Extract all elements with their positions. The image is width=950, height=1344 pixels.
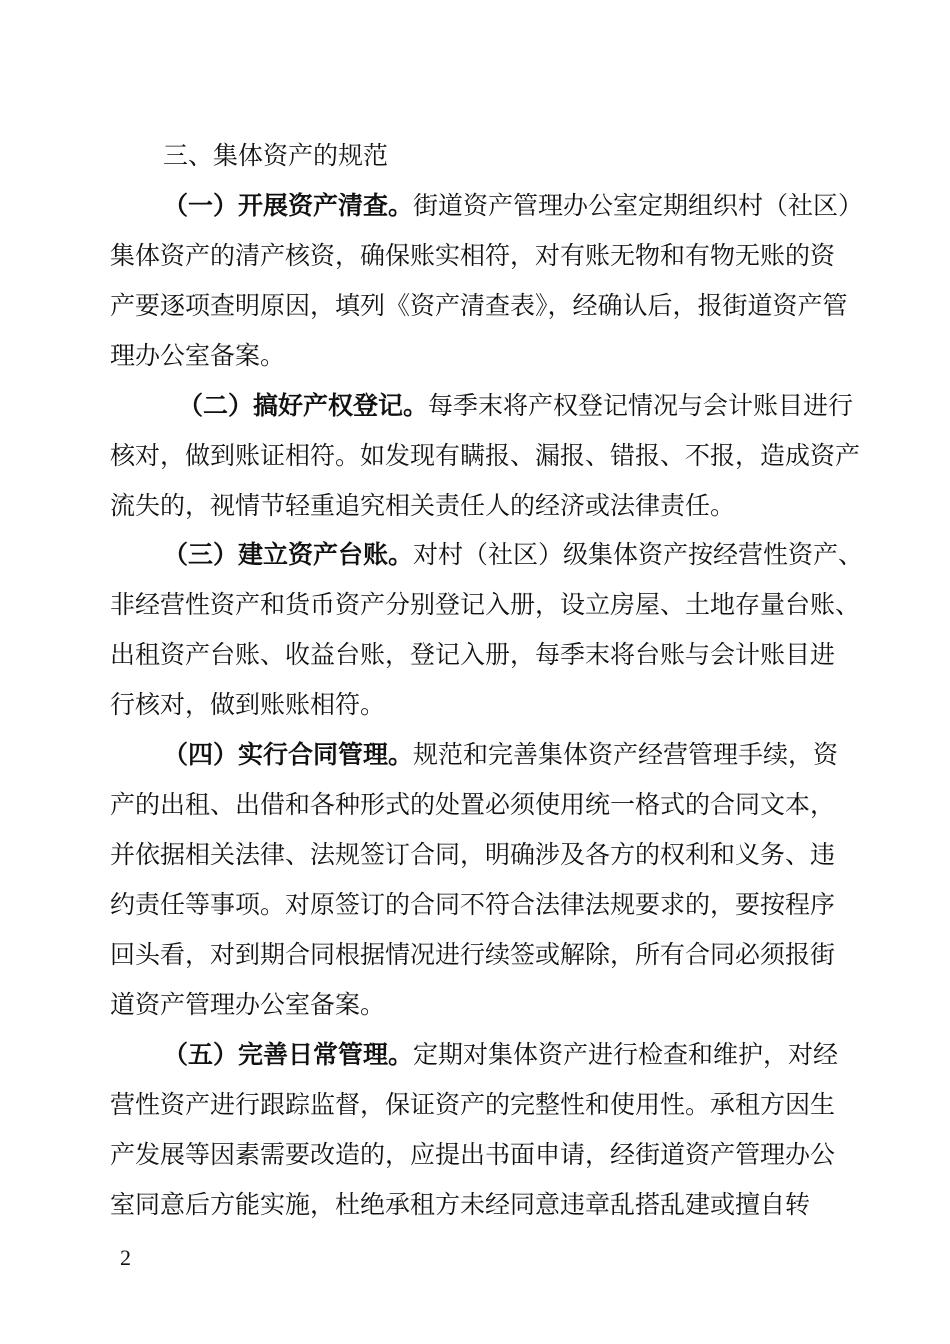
paragraph-1-line-2: 集体资产的清产核资，确保账实相符，对有账无物和有物无账的资 xyxy=(110,241,836,270)
paragraph-5-line-2: 营性资产进行跟踪监督，保证资产的完整性和使用性。承租方因生 xyxy=(110,1090,836,1119)
paragraph-3-line-2: 非经营性资产和货币资产分别登记入册，设立房屋、土地存量台账、 xyxy=(110,590,861,619)
paragraph-1-label: （一）开展资产清查。 xyxy=(163,191,414,220)
paragraph-3-line-3: 出租资产台账、收益台账，登记入册，每季末将台账与会计账目进 xyxy=(110,640,836,669)
paragraph-4-line-5: 回头看，对到期合同根据情况进行续签或解除，所有合同必须报街 xyxy=(110,940,836,969)
paragraph-1-text: 街道资产管理办公室定期组织村（社区） xyxy=(413,191,864,220)
paragraph-5-line-1 xyxy=(163,1037,838,1073)
paragraph-1-line-1 xyxy=(163,188,863,224)
paragraph-3-text: 对村（社区）级集体资产按经营性资产、 xyxy=(413,540,864,569)
paragraph-3-line-1 xyxy=(163,537,863,573)
paragraph-2-line-3: 流失的，视情节轻重追究相关责任人的经济或法律责任。 xyxy=(110,491,736,520)
paragraph-1-line-3: 产要逐项查明原因，填列《资产清查表》，经确认后，报街道资产管 xyxy=(110,291,848,320)
paragraph-4-line-1 xyxy=(163,737,838,773)
paragraph-3-label: （三）建立资产台账。 xyxy=(163,540,414,569)
page-number: 2 xyxy=(120,1245,131,1270)
paragraph-5-line-4: 室同意后方能实施，杜绝承租方未经同意违章乱搭乱建或擅自转 xyxy=(110,1190,811,1219)
paragraph-4-text: 规范和完善集体资产经营管理手续，资 xyxy=(413,740,839,769)
paragraph-4-line-3: 并依据相关法律、法规签订合同，明确涉及各方的权利和义务、违 xyxy=(110,840,836,869)
paragraph-3-line-4: 行核对，做到账账相符。 xyxy=(110,690,386,719)
paragraph-1-line-4: 理办公室备案。 xyxy=(110,341,286,370)
paragraph-2-label: （二）搞好产权登记。 xyxy=(178,391,429,420)
paragraph-2-line-2: 核对，做到账证相符。如发现有瞒报、漏报、错报、不报，造成资产 xyxy=(110,441,861,470)
paragraph-2-line-1 xyxy=(178,388,853,424)
paragraph-5-text: 定期对集体资产进行检查和维护，对经 xyxy=(413,1040,839,1069)
paragraph-4-line-4: 约责任等事项。对原签订的合同不符合法律法规要求的，要按程序 xyxy=(110,890,836,919)
paragraph-2-text: 每季末将产权登记情况与会计账目进行 xyxy=(428,391,854,420)
paragraph-5-label: （五）完善日常管理。 xyxy=(163,1040,414,1069)
section-heading: 三、集体资产的规范 xyxy=(163,141,389,170)
paragraph-5-line-3: 产发展等因素需要改造的，应提出书面申请，经街道资产管理办公 xyxy=(110,1140,836,1169)
paragraph-4-line-2: 产的出租、出借和各种形式的处置必须使用统一格式的合同文本， xyxy=(110,790,836,819)
paragraph-4-line-6: 道资产管理办公室备案。 xyxy=(110,990,386,1019)
paragraph-4-label: （四）实行合同管理。 xyxy=(163,740,414,769)
